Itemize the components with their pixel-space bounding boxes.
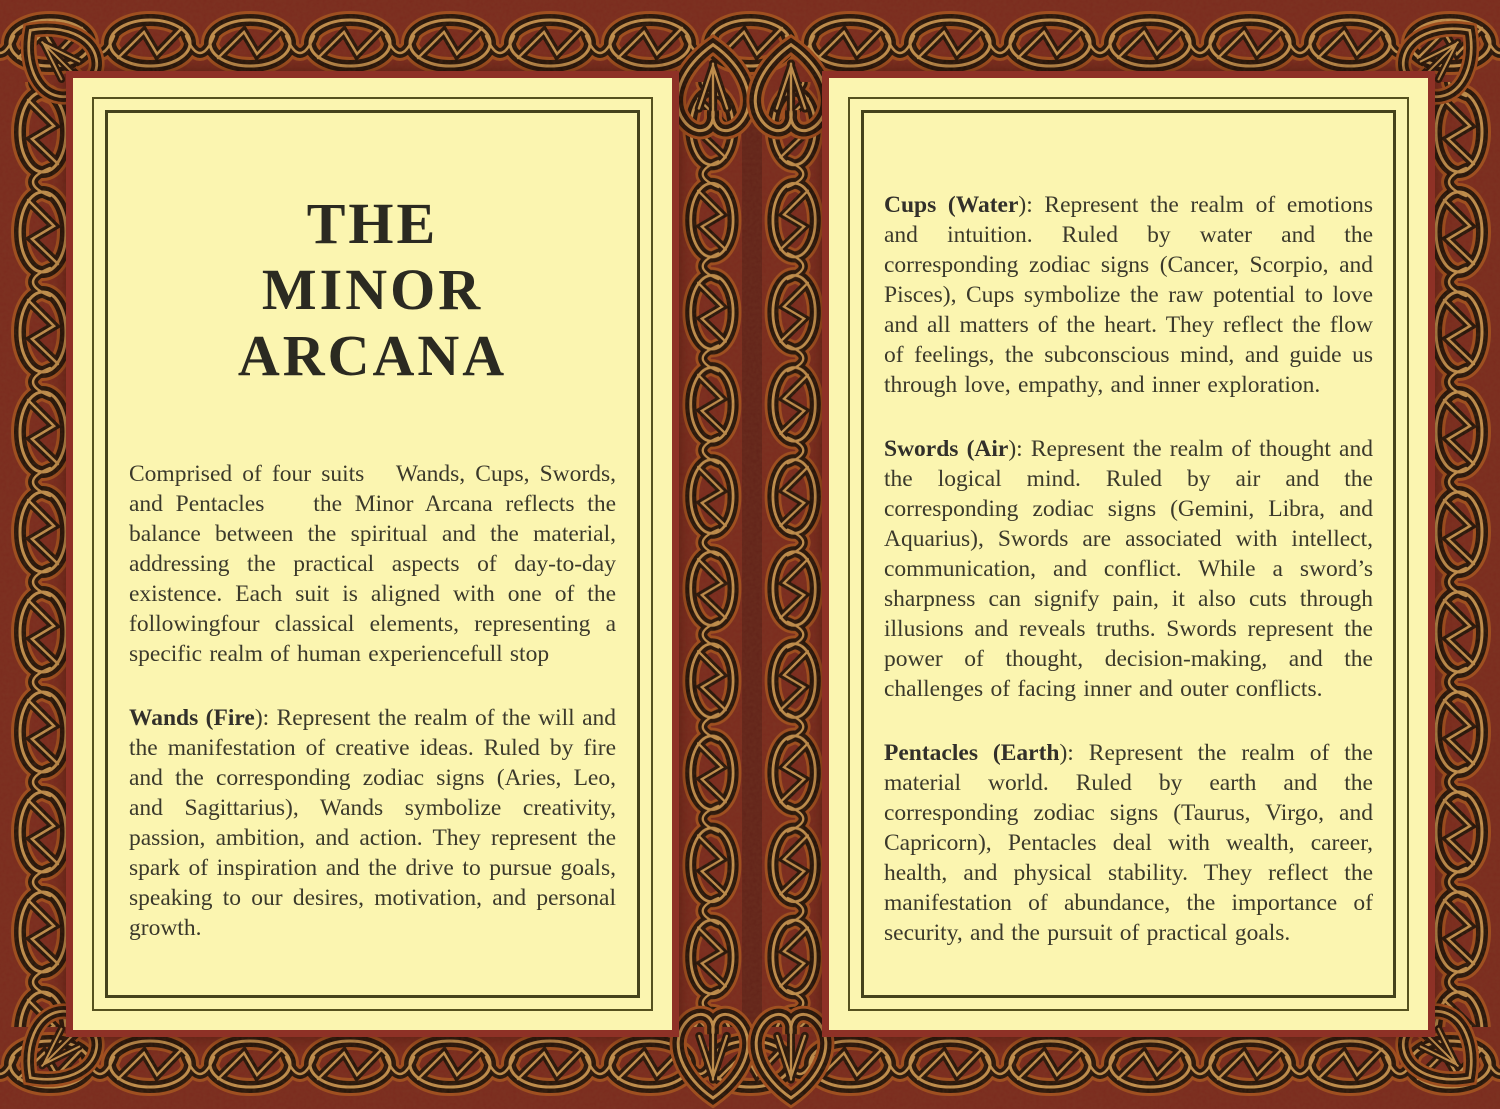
intro-paragraph: Comprised of four suits Wands, Cups, Swords, and Pentacles the Minor Arcana reflects the balance between the spiritual and the material, addressing the practical aspects of day-to-day existence. Each suit is aligned with one of the followingfour classical elements, representing a specific realm of human experiencefull stop: [129, 461, 616, 667]
page-title: [129, 191, 616, 389]
swords-lead: Swords (Air: [884, 436, 1009, 462]
cups-text: ): Represent the realm of emotions and intuition. Ruled by water and the corresponding zodiac signs (Cancer, Scorpio, and Pisces), Cups symbolize the raw potential to love and all matters of the heart. They reflect the flow of feelings, the subconscious mind, and guide us through love, empathy, and inner exploration.: [884, 192, 1373, 398]
cups-lead: Cups (Water: [884, 192, 1019, 218]
wands-text: ): Represent the realm of the will and the manifestation of creative ideas. Ruled by fire and the corresponding zodiac signs (Aries, Leo, and Sagittarius), Wands symbolize creativity, passion, ambition, and action. They represent the spark of inspiration and the drive to pursue goals, speaking to our desires, motivation, and personal growth.: [129, 705, 617, 941]
title-line-2: MINOR: [261, 257, 484, 322]
title-line-3: ARCANA: [237, 323, 508, 388]
wands-paragraph: [129, 703, 616, 943]
pentacles-text: ): Represent the realm of the material world. Ruled by earth and the corresponding zodiac signs (Taurus, Virgo, and Capricorn), Pentacles deal with wealth, career, health, and physical stability. They reflect the manifestation of abundance, the importance of security, and the pursuit of practical goals.: [884, 740, 1373, 946]
pentacles-lead: Pentacles (Earth: [884, 740, 1060, 766]
right-page: [822, 71, 1435, 1037]
swords-paragraph: [884, 434, 1373, 704]
cups-paragraph: [884, 190, 1373, 400]
left-page: [66, 71, 679, 1037]
pentacles-paragraph: [884, 738, 1373, 948]
right-page-content: [864, 113, 1393, 995]
left-page-content: [108, 113, 637, 995]
title-line-1: THE: [306, 191, 439, 256]
wands-lead: Wands (Fire: [129, 705, 255, 731]
swords-text: ): Represent the realm of thought and the logical mind. Ruled by air and the corresponding zodiac signs (Gemini, Libra, and Aquarius), Swords are associated with intellect, communication, and conflict. While a sword’s sharpness can signify pain, it also cuts through illusions and reveals truths. Swords represent the power of thought, decision-making, and the challenges of facing inner and outer conflicts.: [884, 436, 1373, 702]
